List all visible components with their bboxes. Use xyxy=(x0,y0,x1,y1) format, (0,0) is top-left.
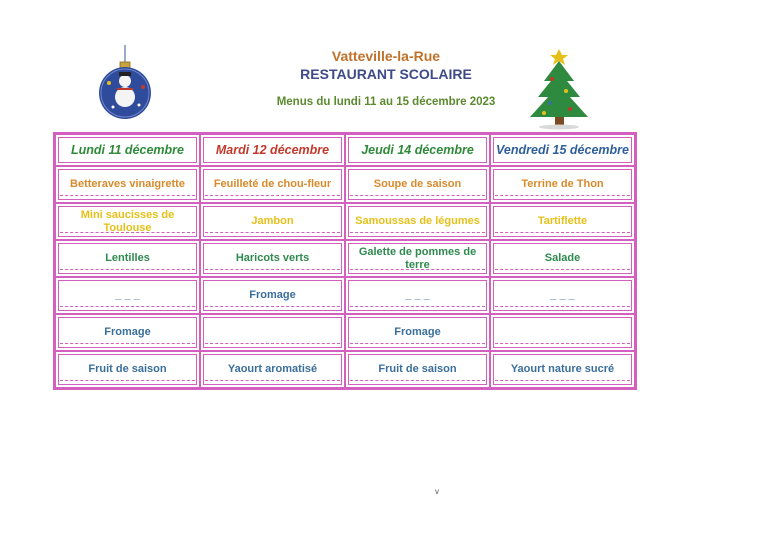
dish: Lentilles xyxy=(105,252,150,264)
day-header-row xyxy=(55,134,635,166)
dish: _ _ _ xyxy=(405,289,430,301)
menu-cell xyxy=(490,203,635,240)
dish: Fruit de saison xyxy=(88,363,167,375)
town-name: Vatteville-la-Rue xyxy=(331,48,441,64)
menu-cell xyxy=(55,351,200,388)
dish: Tartiflette xyxy=(537,215,588,227)
menu-cell xyxy=(55,240,200,277)
dairy-row xyxy=(55,277,635,314)
menu-cell xyxy=(345,351,490,388)
menu-cell xyxy=(200,351,345,388)
dish: Fromage xyxy=(249,289,296,301)
day-label: Mardi 12 décembre xyxy=(215,143,330,157)
dish: _ _ _ xyxy=(550,289,575,301)
dish: Salade xyxy=(544,252,581,264)
dish: Mini saucisses de Toulouse xyxy=(80,208,175,234)
restaurant-title: RESTAURANT SCOLAIRE xyxy=(300,66,472,82)
starter-row xyxy=(55,166,635,203)
page-header xyxy=(0,0,772,130)
menu-cell xyxy=(200,240,345,277)
menu-cell xyxy=(490,166,635,203)
day-header xyxy=(200,134,345,166)
main-row xyxy=(55,203,635,240)
menu-cell xyxy=(490,314,635,351)
dish: Yaourt aromatisé xyxy=(227,363,318,375)
dish: Fromage xyxy=(104,326,151,338)
menu-dates: Menus du lundi 11 au 15 décembre 2023 xyxy=(276,96,496,108)
menu-cell xyxy=(345,240,490,277)
menu-cell xyxy=(345,166,490,203)
menu-table xyxy=(53,132,637,390)
menu-cell xyxy=(490,277,635,314)
menu-cell xyxy=(55,277,200,314)
dish: Feuilleté de chou-fleur xyxy=(213,178,332,190)
menu-cell xyxy=(345,277,490,314)
dish: _ _ _ xyxy=(115,289,140,301)
day-header xyxy=(345,134,490,166)
dish: Haricots verts xyxy=(235,252,310,264)
dish: Yaourt nature sucré xyxy=(510,363,615,375)
dish: Samoussas de légumes xyxy=(355,215,480,227)
menu-cell xyxy=(345,203,490,240)
menu-cell xyxy=(55,203,200,240)
menu-cell xyxy=(490,240,635,277)
christmas-tree-icon xyxy=(522,45,597,130)
side-row xyxy=(55,240,635,277)
menu-cell xyxy=(490,351,635,388)
scan-mark: v xyxy=(435,487,439,496)
menu-cell xyxy=(200,166,345,203)
day-header xyxy=(490,134,635,166)
menu-cell xyxy=(200,203,345,240)
menu-cell xyxy=(55,314,200,351)
dish: Fruit de saison xyxy=(378,363,457,375)
dish: Jambon xyxy=(251,215,294,227)
menu-cell xyxy=(200,277,345,314)
dish: Soupe de saison xyxy=(373,178,462,190)
dish: Fromage xyxy=(394,326,441,338)
cheese-row xyxy=(55,314,635,351)
dessert-row xyxy=(55,351,635,388)
dish: Terrine de Thon xyxy=(521,178,604,190)
day-header xyxy=(55,134,200,166)
day-label: Vendredi 15 décembre xyxy=(496,143,629,157)
menu-cell xyxy=(345,314,490,351)
menu-cell xyxy=(200,314,345,351)
dish: Galette de pommes de terre xyxy=(358,245,477,271)
menu-cell xyxy=(55,166,200,203)
dish: Betteraves vinaigrette xyxy=(70,178,185,190)
day-label: Jeudi 14 décembre xyxy=(361,143,474,157)
day-label: Lundi 11 décembre xyxy=(71,143,184,157)
